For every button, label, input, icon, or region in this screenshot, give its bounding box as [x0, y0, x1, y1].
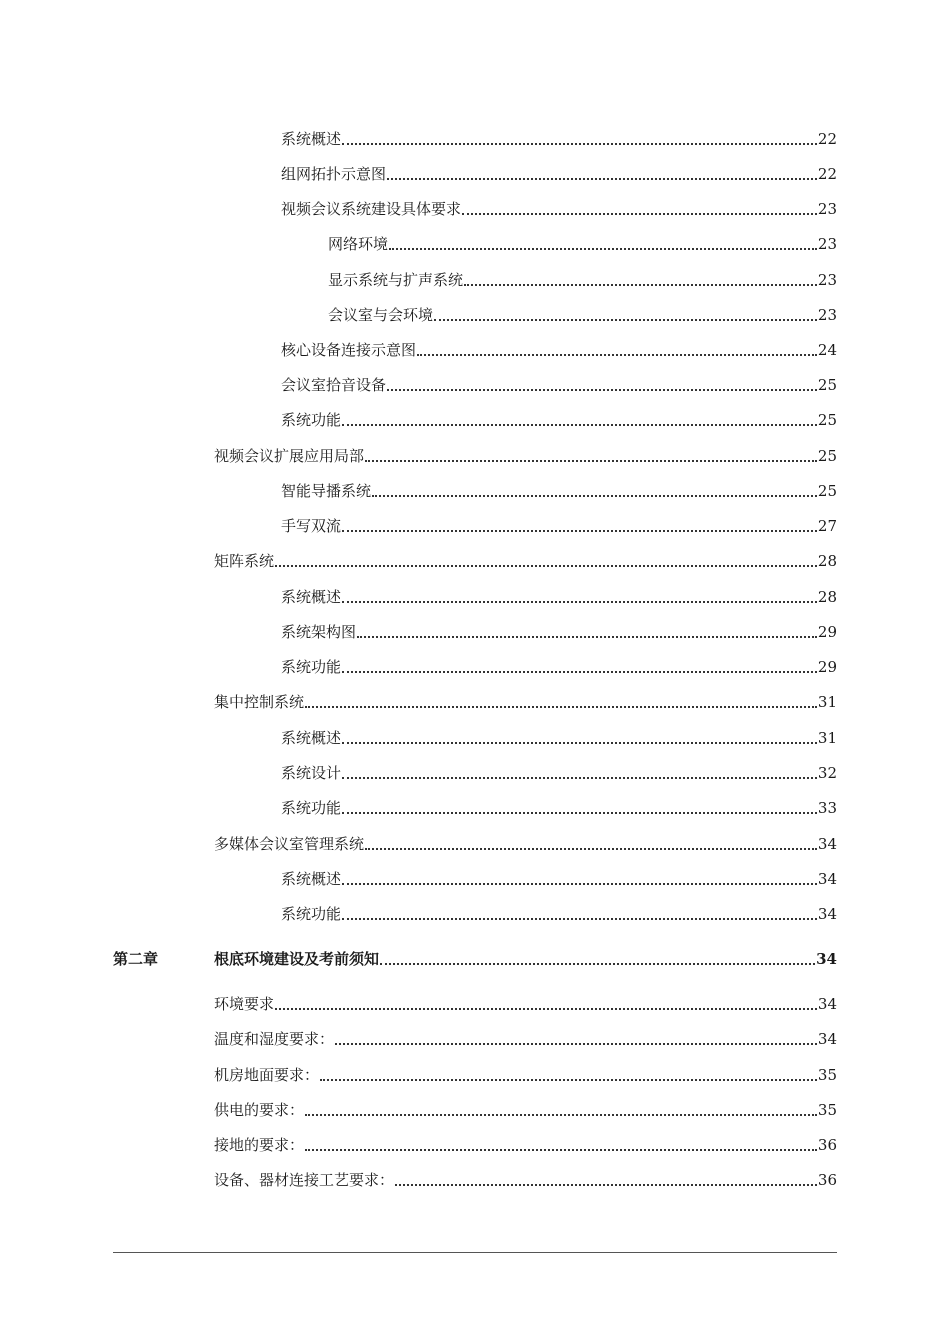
- toc-entry[interactable]: [281, 759, 837, 783]
- toc-entry[interactable]: [281, 512, 837, 536]
- toc-entry[interactable]: [214, 688, 837, 712]
- toc-entry-title: 机房地面要求：: [214, 1066, 320, 1084]
- toc-entry-title: 接地的要求：: [214, 1136, 305, 1154]
- toc-entry-title: 集中控制系统: [214, 693, 305, 711]
- toc-entry[interactable]: [328, 266, 837, 290]
- dot-leader: [464, 284, 817, 286]
- toc-entry[interactable]: [214, 547, 837, 571]
- dot-leader: [342, 601, 817, 603]
- toc-entry-page: 35: [817, 1101, 837, 1119]
- toc-entry-page: 25: [817, 376, 837, 394]
- dot-leader: [389, 248, 817, 250]
- dot-leader: [365, 848, 817, 850]
- toc-entry-title: 系统架构图: [281, 623, 357, 641]
- toc-entry-title: 组网拓扑示意图: [281, 165, 387, 183]
- toc-entry[interactable]: [214, 1096, 837, 1120]
- toc-entry[interactable]: [328, 301, 837, 325]
- toc-entry-page: 34: [817, 1030, 837, 1048]
- toc-entry-title: 温度和湿度要求：: [214, 1030, 335, 1048]
- toc-entry-page: 34: [817, 870, 837, 888]
- toc-entry-title: 系统设计: [281, 764, 342, 782]
- toc-entry[interactable]: [281, 865, 837, 889]
- toc-entry-title: 环境要求: [214, 995, 275, 1013]
- dot-leader: [342, 143, 817, 145]
- toc-entry-title: 视频会议系统建设具体要求: [281, 200, 462, 218]
- toc-entry[interactable]: [214, 1131, 837, 1155]
- toc-entry-page: 31: [817, 693, 837, 711]
- dot-leader: [342, 424, 817, 426]
- toc-entry-title: 设备、器材连接工艺要求：: [214, 1171, 395, 1189]
- dot-leader: [372, 495, 817, 497]
- dot-leader: [365, 460, 817, 462]
- dot-leader: [342, 883, 817, 885]
- toc-entry-page: 22: [817, 165, 837, 183]
- toc-entry-page: 28: [817, 552, 837, 570]
- dot-leader: [342, 671, 817, 673]
- toc-entry-title: 智能导播系统: [281, 482, 372, 500]
- toc-entry-page: 23: [817, 200, 837, 218]
- toc-entry[interactable]: [281, 618, 837, 642]
- dot-leader: [342, 812, 817, 814]
- toc-entry-page: 23: [817, 306, 837, 324]
- toc-entry[interactable]: [214, 990, 837, 1014]
- toc-entry[interactable]: [214, 442, 837, 466]
- toc-entry-title: 会议室与会环境: [328, 306, 434, 324]
- toc-entry-page: 32: [817, 764, 837, 782]
- toc-entry[interactable]: [281, 125, 837, 149]
- toc-entry-title: 供电的要求：: [214, 1101, 305, 1119]
- toc-entry-title: 视频会议扩展应用局部: [214, 447, 365, 465]
- toc-entry[interactable]: [281, 160, 837, 184]
- dot-leader: [275, 565, 817, 567]
- dot-leader: [320, 1079, 817, 1081]
- dot-leader: [342, 777, 817, 779]
- toc-entry-page: 34: [817, 835, 837, 853]
- toc-entry-title: 多媒体会议室管理系统: [214, 835, 365, 853]
- toc-entry-page: 23: [817, 235, 837, 253]
- toc-entry-title: 系统概述: [281, 729, 342, 747]
- toc-entry[interactable]: [281, 195, 837, 219]
- toc-entry-page: 25: [817, 482, 837, 500]
- toc-entry-page: 29: [817, 658, 837, 676]
- toc-entry-page: 31: [817, 729, 837, 747]
- dot-leader: [434, 319, 817, 321]
- toc-entry-title: 根底环境建设及考前须知: [214, 950, 380, 968]
- dot-leader: [335, 1043, 817, 1045]
- toc-entry-page: 29: [817, 623, 837, 641]
- toc-entry-title: 手写双流: [281, 517, 342, 535]
- toc-entry[interactable]: [281, 406, 837, 430]
- toc-entry-page: 25: [817, 411, 837, 429]
- toc-entry-title: 网络环境: [328, 235, 389, 253]
- toc-entry[interactable]: [281, 336, 837, 360]
- dot-leader: [395, 1184, 817, 1186]
- dot-leader: [342, 530, 817, 532]
- toc-entry-page: 34: [816, 950, 837, 968]
- toc-entry-title: 系统概述: [281, 588, 342, 606]
- toc-entry-title: 系统功能: [281, 411, 342, 429]
- chapter-label: 第二章: [113, 950, 159, 968]
- toc-entry-title: 系统功能: [281, 658, 342, 676]
- toc-entry-page: 27: [817, 517, 837, 535]
- toc-entry[interactable]: [214, 1166, 837, 1190]
- toc-entry-page: 34: [817, 995, 837, 1013]
- toc-entry[interactable]: [214, 1025, 837, 1049]
- toc-entry-page: 36: [817, 1171, 837, 1189]
- toc-entry[interactable]: [281, 794, 837, 818]
- dot-leader: [305, 1149, 817, 1151]
- dot-leader: [387, 178, 817, 180]
- toc-entry[interactable]: [281, 724, 837, 748]
- dot-leader: [387, 389, 817, 391]
- toc-entry[interactable]: [328, 230, 837, 254]
- dot-leader: [275, 1008, 817, 1010]
- dot-leader: [380, 963, 815, 965]
- toc-entry-page: 35: [817, 1066, 837, 1084]
- toc-entry-title: 矩阵系统: [214, 552, 275, 570]
- toc-entry-title: 系统功能: [281, 799, 342, 817]
- toc-entry[interactable]: [214, 830, 837, 854]
- toc-entry[interactable]: [281, 900, 837, 924]
- dot-leader: [357, 636, 817, 638]
- toc-entry-title: 核心设备连接示意图: [281, 341, 417, 359]
- toc-entry[interactable]: [281, 653, 837, 677]
- toc-entry-page: 25: [817, 447, 837, 465]
- toc-entry[interactable]: [214, 1061, 837, 1085]
- footer-divider: [113, 1252, 837, 1253]
- dot-leader: [417, 354, 817, 356]
- toc-entry-page: 24: [817, 341, 837, 359]
- dot-leader: [342, 742, 817, 744]
- toc-entry-title: 系统概述: [281, 130, 342, 148]
- toc-entry-page: 28: [817, 588, 837, 606]
- toc-entry[interactable]: [281, 371, 837, 395]
- dot-leader: [305, 706, 817, 708]
- toc-entry[interactable]: [281, 583, 837, 607]
- toc-entry-title: 系统功能: [281, 905, 342, 923]
- toc-entry-page: 36: [817, 1136, 837, 1154]
- toc-entry-page: 22: [817, 130, 837, 148]
- toc-entry-page: 33: [817, 799, 837, 817]
- toc-entry-title: 系统概述: [281, 870, 342, 888]
- dot-leader: [305, 1114, 817, 1116]
- toc-entry-page: 23: [817, 271, 837, 289]
- dot-leader: [342, 918, 817, 920]
- dot-leader: [462, 213, 817, 215]
- toc-chapter-entry[interactable]: [113, 945, 837, 969]
- toc-entry-title: 显示系统与扩声系统: [328, 271, 464, 289]
- toc-entry[interactable]: [281, 477, 837, 501]
- toc-entry-page: 34: [817, 905, 837, 923]
- toc-entry-title: 会议室拾音设备: [281, 376, 387, 394]
